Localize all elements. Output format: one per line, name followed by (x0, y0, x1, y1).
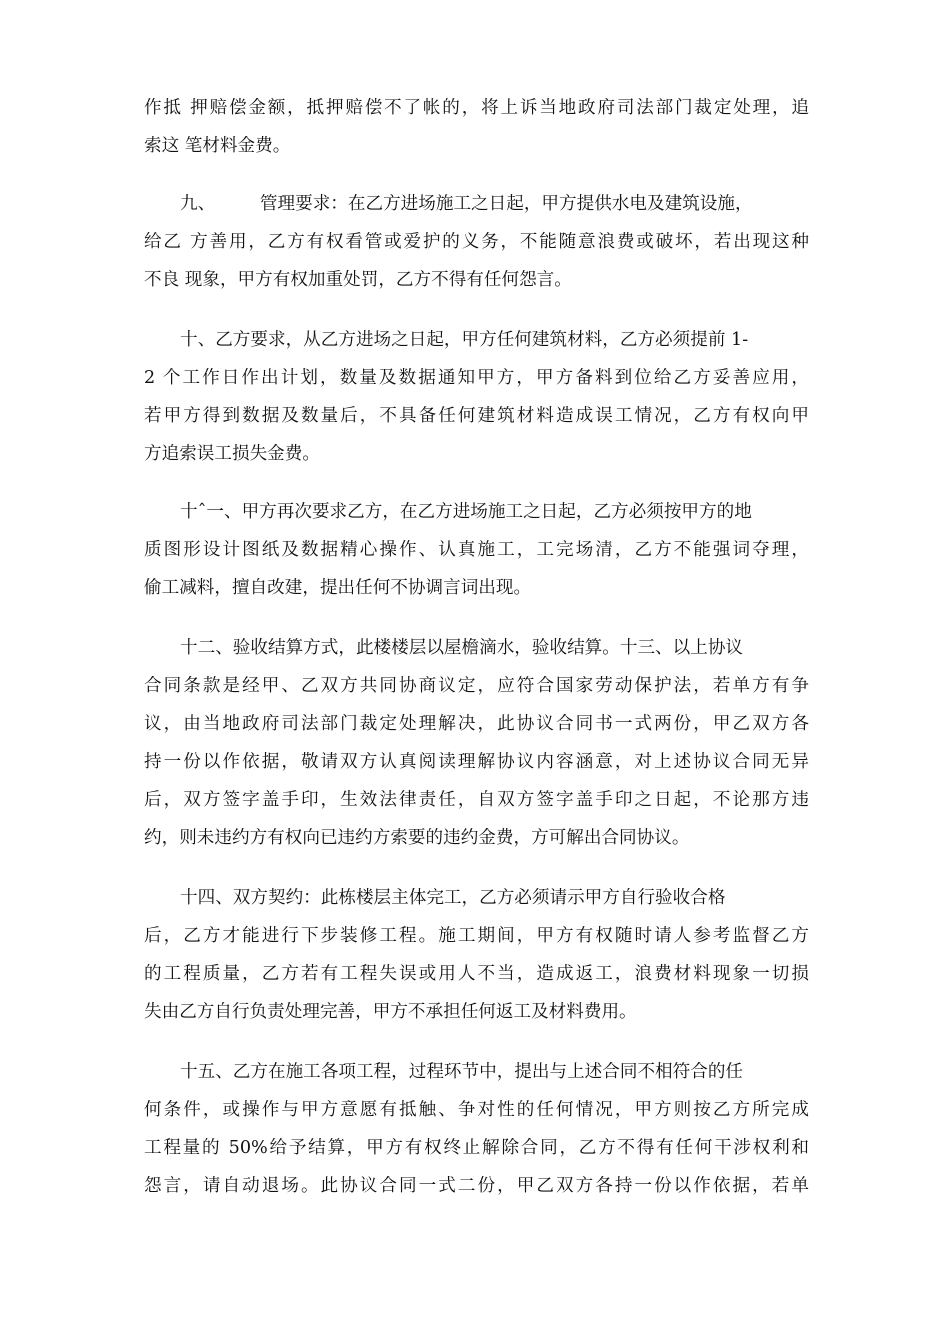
text-line: 后，乙方才能进行下步装修工程。施工期间，甲方有权随时请人参考监督乙方 (144, 926, 809, 946)
text-line: 工程量的 50%给予结算，甲方有权终止解除合同，乙方不得有任何干涉权利和 (144, 1138, 809, 1158)
text-line: 十五、乙方在施工各项工程，过程环节中，提出与上述合同不相符合的任 (180, 1062, 744, 1082)
text-line: 不良 现象，甲方有权加重处罚，乙方不得有任何怨言。 (144, 270, 572, 290)
text-line: 十四、双方契约：此栋楼层主体完工，乙方必须请示甲方自行验收合格 (180, 888, 726, 908)
text-line: 若甲方得到数据及数量后，不具备任何建筑材料造成误工情况，乙方有权向甲 (144, 406, 809, 426)
text-line: 九、 管理要求：在乙方进场施工之日起，甲方提供水电及建筑设施， (180, 194, 753, 214)
text-line: 失由乙方自行负责处理完善，甲方不承担任何返工及材料费用。 (144, 1002, 637, 1022)
text-line: 十ˆ一、甲方再次要求乙方，在乙方进场施工之日起，乙方必须按甲方的地 (180, 502, 752, 522)
text-line: 质图形设计图纸及数据精心操作、认真施工，工完场清，乙方不能强词夺理， (144, 540, 809, 560)
text-line: 约，则未违约方有权向已违约方索要的违约金费，方可解出合同协议。 (144, 828, 690, 848)
text-line: 怨言，请自动退场。此协议合同一式二份，甲乙双方各持一份以作依据，若单 (144, 1176, 809, 1196)
text-line: 给乙 方善用，乙方有权看管或爱护的义务，不能随意浪费或破坏，若出现这种 (144, 232, 809, 252)
text-line: 偷工减料，擅自改建，提出任何不协调言词出现。 (144, 578, 532, 598)
document-body (144, 0, 809, 1344)
text-line: 议，由当地政府司法部门裁定处理解决，此协议合同书一式两份，甲乙双方各 (144, 714, 809, 734)
text-line: 2 个工作日作出计划，数量及数据通知甲方，甲方备料到位给乙方妥善应用， (144, 368, 809, 388)
text-line: 十二、验收结算方式，此楼楼层以屋檐滴水，验收结算。十三、以上协议 (180, 638, 744, 658)
text-line: 方追索误工损失金费。 (144, 444, 320, 464)
text-line: 的工程质量，乙方若有工程失误或用人不当，造成返工，浪费材料现象一切损 (144, 964, 809, 984)
text-line: 何条件，或操作与甲方意愿有抵触、争对性的任何情况，甲方则按乙方所完成 (144, 1100, 809, 1120)
text-line: 索这 笔材料金费。 (144, 136, 291, 156)
text-line: 合同条款是经甲、乙双方共同协商议定，应符合国家劳动保护法，若单方有争 (144, 676, 809, 696)
text-line: 持一份以作依据，敬请双方认真阅读理解协议内容涵意，对上述协议合同无异 (144, 752, 809, 772)
text-line: 作抵 押赔偿金额，抵押赔偿不了帐的，将上诉当地政府司法部门裁定处理，追 (144, 98, 809, 118)
text-line: 十、乙方要求，从乙方进场之日起，甲方任何建筑材料，乙方必须提前 1- (180, 330, 749, 350)
text-line: 后，双方签字盖手印，生效法律责任，自双方签字盖手印之日起，不论那方违 (144, 790, 809, 810)
